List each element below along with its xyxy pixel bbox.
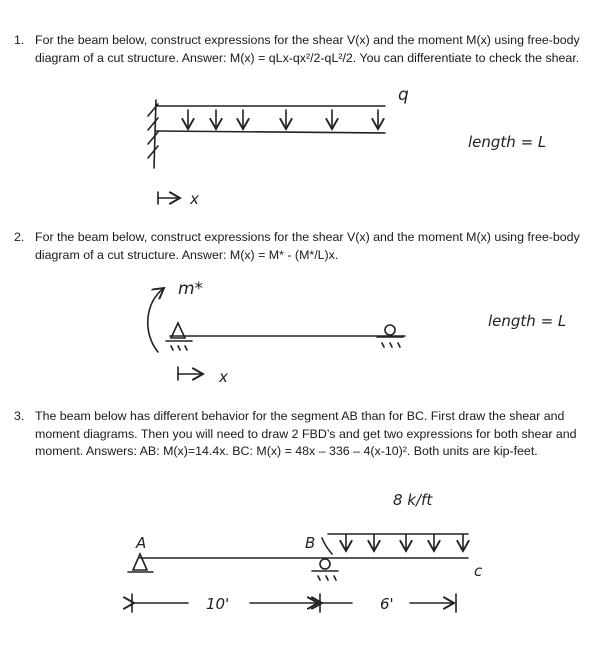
problem-number: 2. (14, 230, 25, 244)
x-label: x (190, 190, 199, 208)
x-label: x (219, 368, 228, 386)
point-b-label: B (305, 534, 316, 552)
point-a-label: A (136, 534, 147, 552)
applied-moment-arrow (148, 288, 164, 352)
dimension-line (132, 594, 456, 612)
x-axis-arrow (178, 367, 203, 380)
distributed-load-arrows (188, 110, 378, 129)
figure-2-simple-beam (148, 288, 405, 380)
figure-3-overhang-beam (128, 534, 468, 612)
fixed-wall-support (148, 100, 158, 168)
figure-1-cantilever (148, 100, 385, 204)
load-block (322, 534, 468, 554)
moment-label: m* (178, 279, 204, 299)
problem-number: 1. (14, 33, 25, 47)
problem-text: For the beam below, construct expressions for the shear V(x) and the moment M(x) using free-body diagram of a cut structure. Answer: M(x) = qLx-qx²/2-qL²/2. You can differentiate to check the shear. (35, 33, 580, 65)
load-label-q: q (398, 85, 409, 105)
point-c-label: c (474, 562, 483, 580)
problem-text: For the beam below, construct expressions for the shear V(x) and the moment M(x) using free-body diagram of a cut structure. Answer: M(x) = M* - (M*/L)x. (35, 230, 580, 262)
length-label: length = L (488, 312, 567, 330)
cantilever-beam (156, 106, 385, 133)
dim-bc-label: 6' (380, 595, 394, 613)
dim-ab-label: 10' (206, 595, 230, 613)
length-label: length = L (468, 133, 547, 151)
pin-support-a (128, 554, 153, 572)
problem-text: The beam below has different behavior for the segment AB than for BC. First draw the shear and moment diagrams. Then you will need to draw 2 FBD’s and get two expressions for both shear and moment. Answers: AB: M(x)=14.4x. BC: M(x) = 48x – 336 – 4(x-10)². Both units are kip-feet. (35, 409, 577, 458)
load-label: 8 k/ft (393, 491, 433, 509)
x-axis-arrow (158, 192, 180, 204)
problem-number: 3. (14, 409, 25, 423)
roller-support-b (312, 559, 338, 580)
